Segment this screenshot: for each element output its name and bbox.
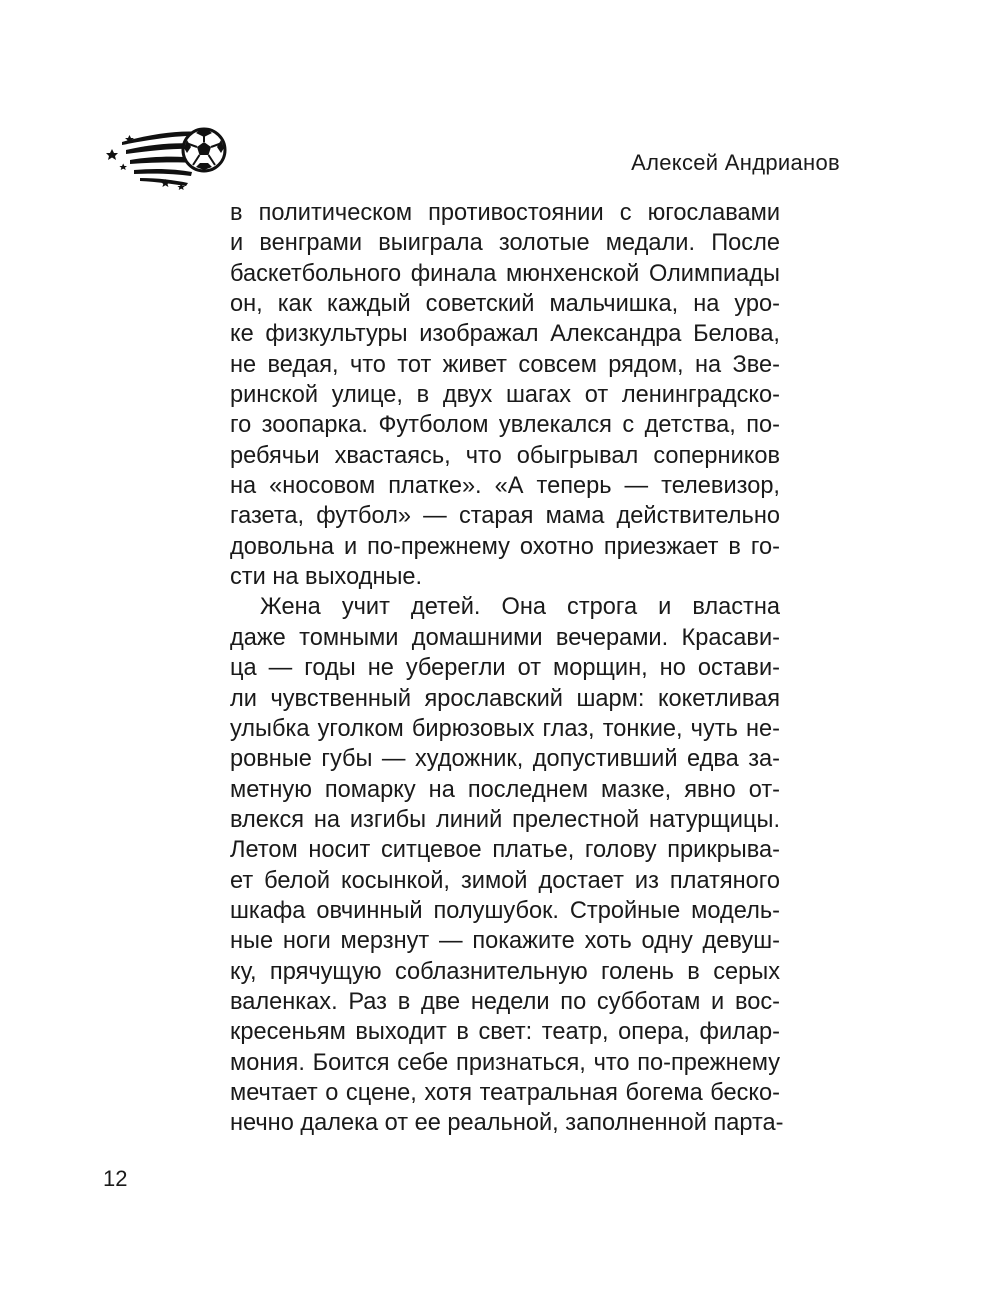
text-line: метную помарку на последнем мазке, явно от- [230,776,780,803]
running-head-author: Алексей Андрианов [631,150,840,175]
text-line: ет белой косынкой, зимой достает из платяного [230,867,780,894]
text-line: ку, прячущую соблазнительную голень в серых [230,958,780,985]
text-line: баскетбольного финала мюнхенской Олимпиады [230,260,780,287]
soccer-ball-with-stars-icon [100,120,230,192]
text-line: ровные губы — художник, допустивший едва за- [230,746,780,773]
text-line: влекся на изгибы линий прелестной натурщицы. [230,806,780,833]
text-line: в политическом противостоянии с югославами [230,200,780,226]
text-line: ринской улице, в двух шагах от ленинградско- [230,382,780,409]
page-number: 12 [103,1166,128,1191]
text-line: валенках. Раз в две недели по субботам и вос- [230,988,780,1015]
text-line: ке физкультуры изображал Александра Белова, [230,321,780,348]
text-line: довольна и по-прежнему охотно приезжает в го- [230,533,780,560]
text-line: даже томными домашними вечерами. Красави- [230,624,780,651]
text-line: газета, футбол» — старая мама действительно [230,503,780,530]
text-line: ца — годы не уберегли от морщин, но остави- [230,655,780,682]
text-line: сти на выходные. [230,564,423,591]
text-line: улыбка уголком бирюзовых глаз, тонкие, чуть не- [230,715,780,742]
text-line: Жена учит детей. Она строга и властна [260,594,780,621]
text-line: не ведая, что тот живет совсем рядом, на Зве- [230,351,780,378]
text-line: нечно далека от ее реальной, заполненной парта- [230,1110,784,1137]
text-line: мечтает о сцене, хотя театральная богема беско- [230,1079,780,1106]
text-line: Летом носит ситцевое платье, голову прикрыва- [230,837,780,864]
text-line: ли чувственный ярославский шарм: кокетливая [230,685,780,712]
text-line: и венграми выиграла золотые медали. После [230,230,780,257]
text-line: шкафа овчинный полушубок. Стройные модель- [230,897,780,924]
text-line: на «носовом платке». «А теперь — телевизор, [230,473,780,500]
text-line: мония. Боится себе признаться, что по-прежнему [230,1049,780,1076]
text-line: он, как каждый советский мальчишка, на уро- [230,291,780,318]
body-text [230,198,784,1139]
text-line: ные ноги мерзнут — покажите хоть одну девуш- [230,928,780,955]
text-line: кресеньям выходит в свет: театр, опера, филар- [230,1019,780,1046]
text-line: го зоопарка. Футболом увлекался с детства, по- [230,412,780,439]
text-line: ребячьи хвастаясь, что обыгрывал соперников [230,442,780,469]
